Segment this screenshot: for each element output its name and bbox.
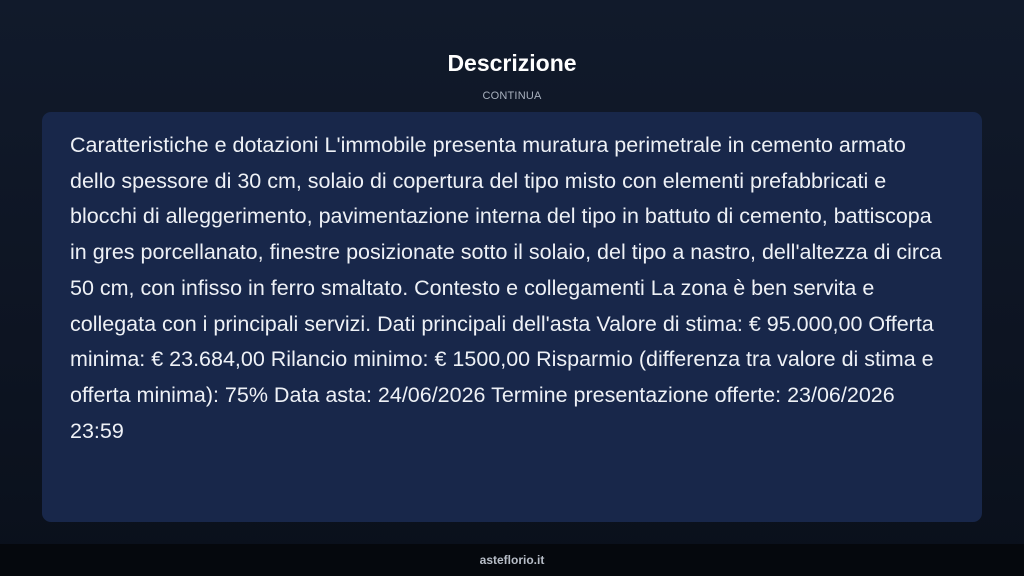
footer-site-link[interactable]: asteflorio.it — [479, 553, 545, 567]
page-title: Descrizione — [447, 50, 577, 76]
description-text: Caratteristiche e dotazioni L'immobile presenta muratura perimetrale in cemento armato dello spessore di 30 cm, solaio di copertura del tipo misto con elementi prefabbricati e blocchi di alleggerimento, pavimentazione interna del tipo in battuto di cemento, battiscopa in gres porcellanato, finestre posizionate sotto il solaio, del tipo a nastro, dell'altezza di circa 50 cm, con infisso in ferro smaltato. Contesto e collegamenti La zona è ben servita e collegata con i principali servizi. Dati principali dell'asta Valore di stima: € 95.000,00 Offerta minima: € 23.684,00 Rilancio minimo: € 1500,00 Risparmio (differenza tra valore di stima e offerta minima): 75% Data asta: 24/06/2026 Termine presentazione offerte: 23/06/2026 23:59 — [70, 133, 942, 443]
continue-link[interactable]: CONTINUA — [482, 90, 542, 102]
description-card — [42, 112, 982, 522]
footer — [0, 544, 1024, 576]
